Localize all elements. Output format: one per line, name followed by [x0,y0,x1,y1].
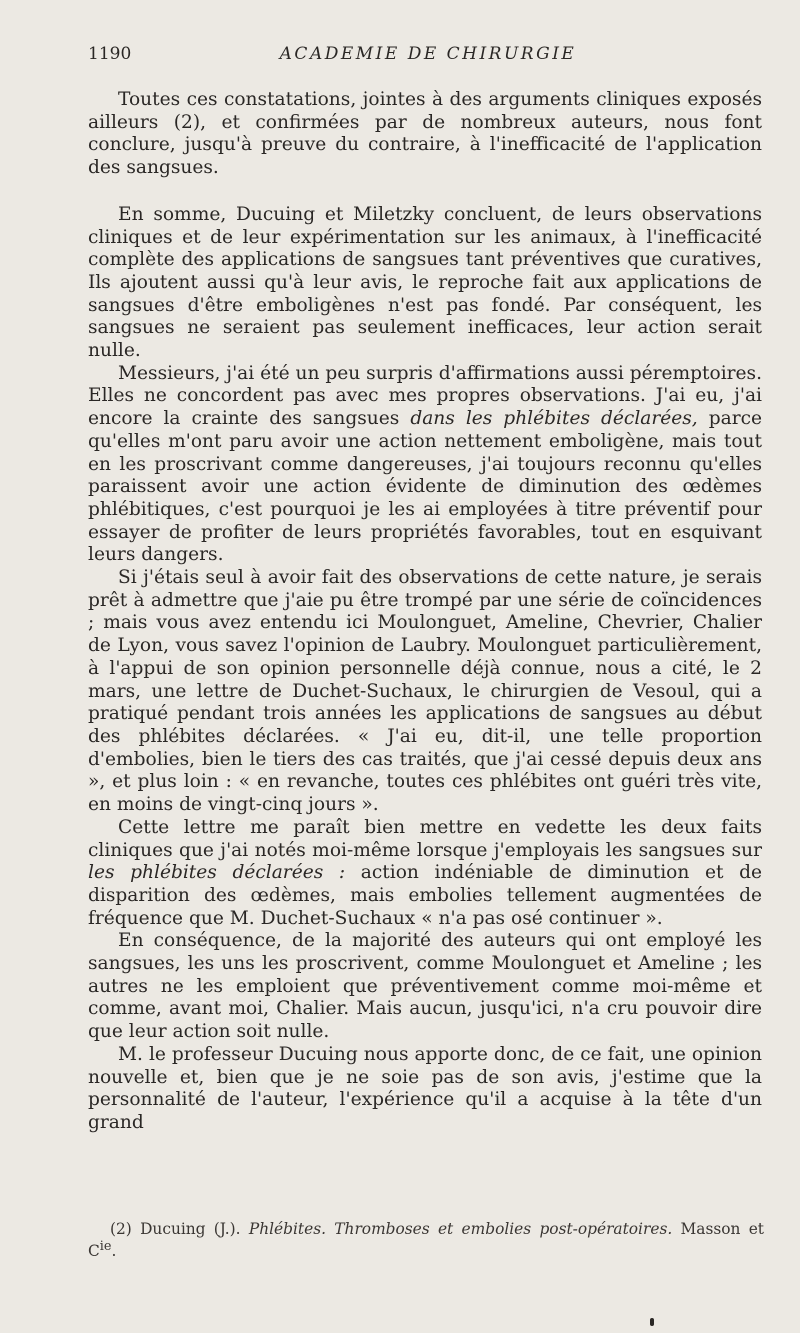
footnote-publisher: Masson et C [88,1220,764,1261]
page-header [88,44,768,72]
footnote-ref: (2) Ducuing (J.). [110,1220,249,1238]
running-title: ACADEMIE DE CHIRURGIE [279,44,577,64]
footnote-sup: ie [99,1239,112,1254]
footnote [88,1220,764,1260]
body-text [88,89,762,1135]
paragraph-4: Si j'étais seul à avoir fait des observations de cette nature, je serais prêt à admettre que j'aie pu être trompé par une série de coïncidences ; mais vous avez entendu ici Moulonguet, Ameline, Chevrier, Chalier de Lyon, vous savez l'opinion de Laubry. Moulonguet particulièrement, à l'appui de son opinion personnelle déjà connue, nous a cité, le 2 mars, une lettre de Duchet-Suchaux, le chirurgien de Vesoul, qui a pratiqué pendant trois années les applications de sangsues au début des phlébites déclarées. « J'ai eu, dit-il, une telle proportion d'embolies, bien le tiers des cas traités, que j'ai cessé depuis deux ans », et plus loin : « en revanche, toutes ces phlébites ont guéri très vite, en moins de vingt-cinq jours ». [88,567,762,816]
footnote-title: Phlébites. Thromboses et embolies post-opératoires. [248,1220,673,1238]
paragraph-3-text-a: Messieurs, j'ai été un peu surpris d'affirmations aussi péremptoires. Elles ne concordent pas avec mes propres observations. J'ai eu, j'ai encore la crainte des sangsues [88,362,762,430]
paragraph-5-text-b: action indéniable de diminution et de disparition des œdèmes, mais embolies tellement augmentées de fréquence que M. Duchet-Suchaux « n'a pas osé continuer ». [88,862,762,929]
paragraph-3-text-b: parce qu'elles m'ont paru avoir une action nettement emboligène, mais tout en les proscrivant comme dangereuses, j'ai toujours reconnu qu'elles paraissent avoir une action évidente de diminution des œdèmes phlébitiques, c'est pourquoi je les ai employées à titre préventif pour essayer de profiter de leurs propriétés favorables, tout en esquivant leurs dangers. [88,408,762,566]
footnote-end: . [111,1242,117,1261]
paragraph-2: En somme, Ducuing et Miletzky concluent, de leurs observations cliniques et de leur expérimentation sur les animaux, à l'inefficacité complète des applications de sangsues tant préventives que curatives, Ils ajoutent aussi qu'à leur avis, le reproche fait aux applications de sangsues d'être emboligènes n'est pas fondé. Par conséquent, les sangsues ne seraient pas seulement inefficaces, leur action serait nulle. [88,203,762,362]
paragraph-5 [88,817,762,931]
paragraph-1: Toutes ces constatations, jointes à des arguments cliniques exposés ailleurs (2), et confirmées par de nombreux auteurs, nous font conclure, jusqu'à preuve du contraire, à l'inefficacité de l'application des sangsues. [88,89,762,179]
footnote-text [88,1220,764,1260]
paragraph-5-italic: les phlébites déclarées : [88,862,346,884]
ink-mark [650,1318,654,1326]
page-number: 1190 [88,44,132,64]
paragraph-3-italic: dans les phlébites déclarées, [410,408,698,430]
paragraph-5-text-a: Cette lettre me paraît bien mettre en vedette les deux faits cliniques que j'ai notés moi-même lorsque j'employais les sangsues sur [88,816,762,861]
paragraph-7: M. le professeur Ducuing nous apporte donc, de ce fait, une opinion nouvelle et, bien que je ne soie pas de son avis, j'estime que la personnalité de l'auteur, l'expérience qu'il a acquise à la tête d'un grand [88,1043,762,1133]
paragraph-3 [88,363,762,567]
paragraph-6: En conséquence, de la majorité des auteurs qui ont employé les sangsues, les uns les proscrivent, comme Moulonguet et Ameline ; les autres ne les emploient que préventivement comme moi-même et comme, avant moi, Chalier. Mais aucun, jusqu'ici, n'a cru pouvoir dire que leur action soit nulle. [88,930,762,1043]
